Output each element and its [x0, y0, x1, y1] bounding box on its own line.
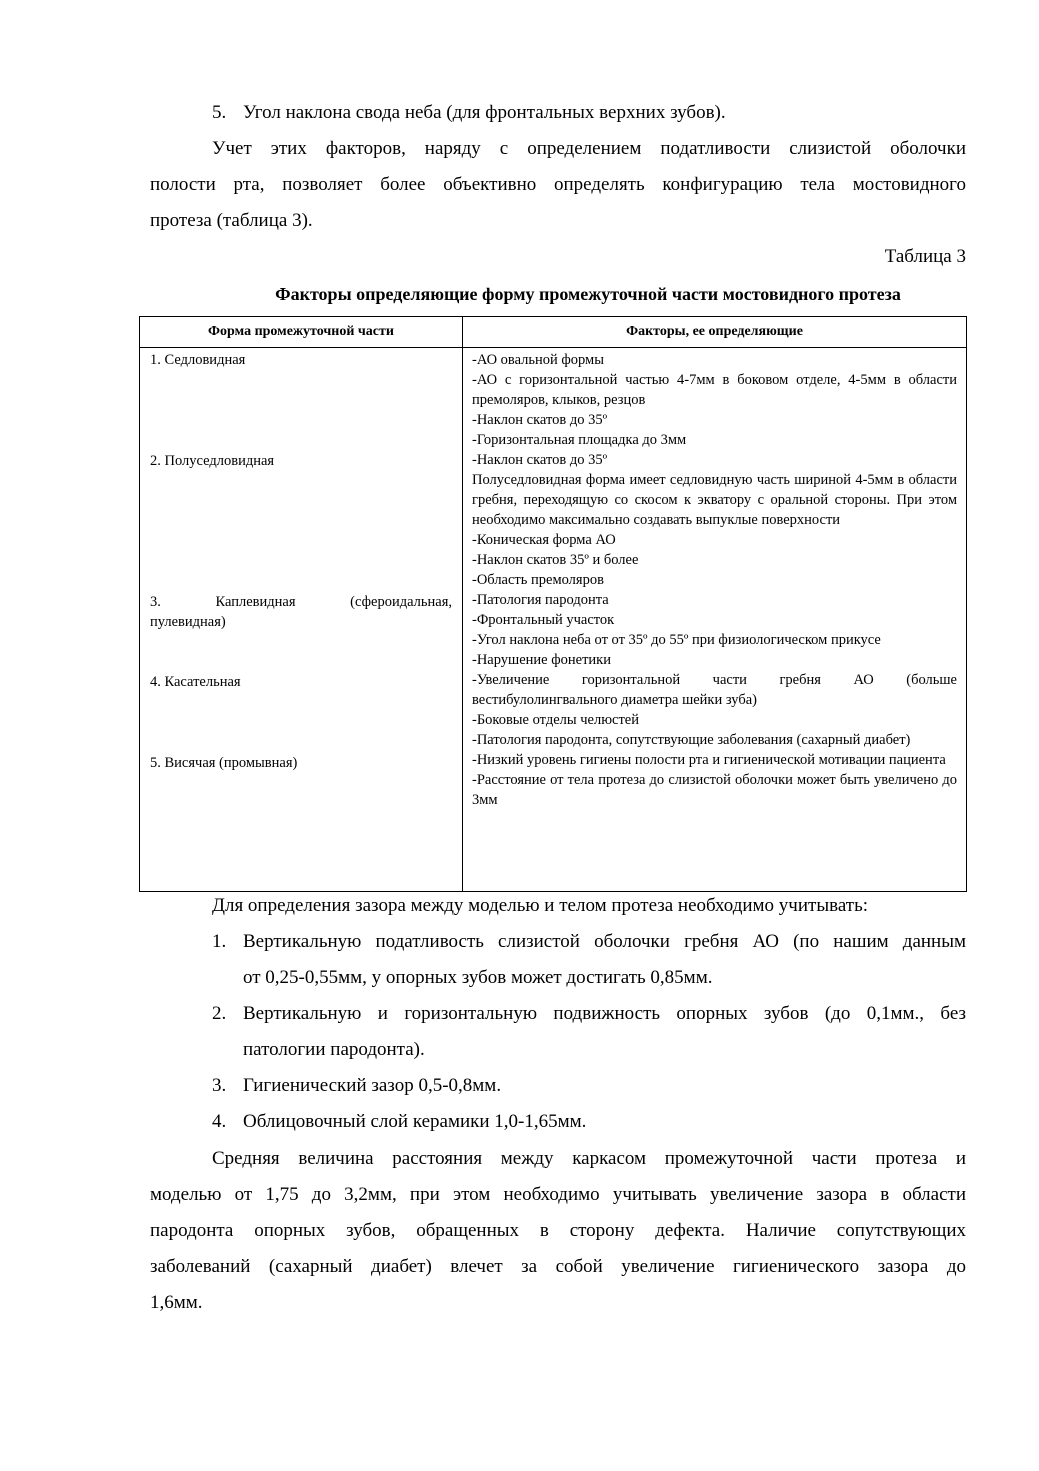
factor-item: -Коническая форма АО: [472, 532, 616, 548]
factor-item: -Горизонтальная площадка до 3мм: [472, 432, 687, 448]
table-title: Факторы определяющие форму промежуточной части мостовидного протеза: [275, 284, 901, 304]
factor-item: -Наклон скатов до 35º: [472, 452, 608, 468]
factor-item: -Область премоляров: [472, 572, 604, 588]
factor-item: -Патология пародонта: [472, 592, 609, 608]
paragraph-line: Для определения зазора между моделью и телом протеза необходимо учитывать:: [212, 895, 869, 916]
factor-item: -Низкий уровень гигиены полости рта и гигиенической мотивации пациента: [472, 752, 946, 768]
table-header-row: [140, 317, 967, 348]
form-label: 1. Седловидная: [150, 352, 246, 368]
list-item-text: Вертикальную и горизонтальную подвижность опорных зубов (до 0,1мм., без: [243, 1003, 966, 1024]
form-label: 4. Касательная: [150, 674, 241, 690]
factors-table: [139, 316, 967, 892]
factor-item: -Увеличение горизонтальной части гребня АО (больше вестибулолингвального диаметра шейки зуба): [472, 672, 957, 708]
factor-item: -Фронтальный участок: [472, 612, 615, 628]
paragraph-line: протеза (таблица 3).: [150, 210, 313, 231]
form-label: 2. Полуседловидная: [150, 453, 275, 469]
table-header-cell: Факторы, ее определяющие: [463, 317, 967, 348]
list-item-text: Угол наклона свода неба (для фронтальных верхних зубов).: [243, 102, 726, 123]
list-number: 3.: [212, 1075, 227, 1096]
forms-cell: [140, 348, 463, 892]
table-caption: Таблица 3: [884, 246, 966, 267]
list-item-text: Облицовочный слой керамики 1,0-1,65мм.: [243, 1111, 587, 1132]
factor-item: -АО с горизонтальной частью 4-7мм в боковом отделе, 4-5мм в области премоляров, клыков, резцов: [472, 372, 957, 408]
factor-item: -Наклон скатов до 35º: [472, 412, 608, 428]
factor-item: -Патология пародонта, сопутствующие заболевания (сахарный диабет): [472, 732, 911, 748]
factor-item: -Расстояние от тела протеза до слизистой оболочки может быть увеличено до 3мм: [472, 772, 957, 808]
factor-item: -Наклон скатов 35º и более: [472, 552, 639, 568]
list-item-text: Вертикальную податливость слизистой оболочки гребня АО (по нашим данным: [243, 931, 966, 952]
factor-item: -АО овальной формы: [472, 352, 604, 368]
list-item-text: патологии пародонта).: [243, 1039, 425, 1060]
paragraph-line: моделью от 1,75 до 3,2мм, при этом необходимо учитывать увеличение зазора в области: [150, 1184, 966, 1205]
paragraph-line: Учет этих факторов, наряду с определением податливости слизистой оболочки: [212, 138, 966, 159]
list-item-text: Гигиенический зазор 0,5-0,8мм.: [243, 1075, 502, 1096]
list-number: 1.: [212, 931, 227, 952]
factor-item: -Угол наклона неба от от 35º до 55º при физиологическом прикусе: [472, 632, 881, 648]
factor-item: Полуседловидная форма имеет седловидную часть шириной 4-5мм в области гребня, переходящую со скосом к экватору с оральной стороны. При этом необходимо максимально создавать выпуклые поверхности: [472, 472, 957, 528]
form-label: пулевидная): [150, 614, 226, 630]
form-label: 5. Висячая (промывная): [150, 755, 298, 771]
paragraph-line: пародонта опорных зубов, обращенных в сторону дефекта. Наличие сопутствующих: [150, 1220, 966, 1241]
form-label: 3. Каплевидная (сфероидальная,: [150, 594, 452, 610]
list-number: 4.: [212, 1111, 227, 1132]
paragraph-line: Средняя величина расстояния между каркасом промежуточной части протеза и: [212, 1148, 966, 1169]
paragraph-line: заболеваний (сахарный диабет) влечет за собой увеличение гигиенического зазора до: [150, 1256, 966, 1277]
factor-item: -Боковые отделы челюстей: [472, 712, 639, 728]
factors-cell: [463, 348, 967, 892]
paragraph-line: полости рта, позволяет более объективно определять конфигурацию тела мостовидного: [150, 174, 966, 195]
paragraph-line: 1,6мм.: [150, 1292, 203, 1313]
table-header-cell: Форма промежуточной части: [140, 317, 463, 348]
list-number: 5.: [212, 102, 227, 123]
factor-item: -Нарушение фонетики: [472, 652, 611, 668]
list-item-text: от 0,25-0,55мм, у опорных зубов может достигать 0,85мм.: [243, 967, 713, 988]
table-row: [140, 348, 967, 892]
list-number: 2.: [212, 1003, 227, 1024]
